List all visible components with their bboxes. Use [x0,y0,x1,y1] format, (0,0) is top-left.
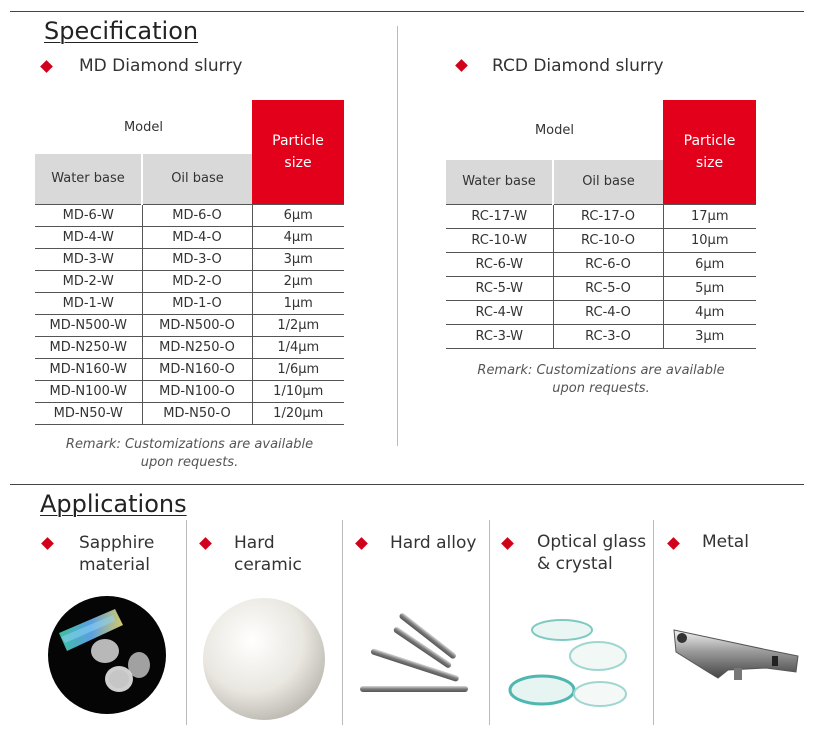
app-label-sapphire: Sapphire material [79,533,155,575]
md-cell-size: 2μm [252,270,344,292]
rcd-cell-size: 10μm [663,228,756,252]
md-cell-oil: MD-2-O [142,270,252,292]
md-cell-oil: MD-N500-O [142,314,252,336]
md-remark-line1: Remark: Customizations are available [65,437,314,452]
md-table-body [35,204,344,424]
rcd-oil-base-header: Oil base [553,160,663,204]
md-spec-table [35,100,344,425]
applications-heading: Applications [40,490,187,518]
rcd-table-body [446,204,756,348]
md-cell-water: MD-N500-W [35,314,142,336]
rcd-cell-water: RC-4-W [446,300,553,324]
md-table-row [35,248,344,270]
rcd-spec-table [446,100,756,349]
diamond-bullet-icon [355,537,368,550]
md-cell-size: 6μm [252,204,344,226]
md-cell-oil: MD-N50-O [142,402,252,424]
rcd-cell-oil: RC-17-O [553,204,663,228]
diamond-bullet-icon [667,537,680,550]
md-table-row [35,358,344,380]
rcd-cell-oil: RC-4-O [553,300,663,324]
specification-heading: Specification [44,17,199,45]
md-cell-size: 3μm [252,248,344,270]
rcd-cell-size: 4μm [663,300,756,324]
md-cell-water: MD-4-W [35,226,142,248]
md-cell-water: MD-1-W [35,292,142,314]
app-divider [342,520,343,725]
rcd-cell-oil: RC-10-O [553,228,663,252]
md-particle-size-header: Particle size [252,100,344,204]
rcd-remark-line1: Remark: Customizations are available [477,363,725,378]
rcd-cell-size: 6μm [663,252,756,276]
md-table-row [35,380,344,402]
app-label-optical-glass: Optical glass & crystal [537,532,647,574]
md-table-row [35,292,344,314]
app-divider [489,520,490,725]
rcd-cell-oil: RC-5-O [553,276,663,300]
diamond-bullet-icon [41,537,54,550]
md-table-row [35,314,344,336]
md-cell-size: 1/20μm [252,402,344,424]
rcd-table-row [446,324,756,348]
md-water-base-header: Water base [35,154,142,204]
ceramic-ball-image [202,597,326,721]
sapphire-image [47,595,167,715]
rcd-particle-size-header: Particle size [663,100,756,204]
rcd-cell-size: 3μm [663,324,756,348]
rcd-remark-line2: upon requests. [552,381,650,396]
diamond-bullet-icon [455,59,468,72]
applications-rule [10,484,804,485]
rcd-table-row [446,228,756,252]
rcd-cell-water: RC-5-W [446,276,553,300]
top-rule [10,11,804,12]
md-table-row [35,402,344,424]
md-cell-water: MD-N100-W [35,380,142,402]
rcd-model-header: Model [446,100,663,160]
md-cell-water: MD-N50-W [35,402,142,424]
rcd-cell-size: 17μm [663,204,756,228]
md-title: MD Diamond slurry [79,56,243,76]
rcd-cell-oil: RC-3-O [553,324,663,348]
hard-alloy-rods-image [352,608,474,708]
diamond-bullet-icon [199,537,212,550]
rcd-table-row [446,300,756,324]
optical-glass-image [506,612,636,712]
md-cell-size: 1/2μm [252,314,344,336]
md-cell-size: 1/10μm [252,380,344,402]
md-cell-oil: MD-3-O [142,248,252,270]
md-cell-size: 1/4μm [252,336,344,358]
rcd-cell-oil: RC-6-O [553,252,663,276]
rcd-table-row [446,252,756,276]
app-label-ceramic: Hard ceramic [234,533,302,575]
md-table-row [35,204,344,226]
md-model-header: Model [35,100,252,154]
md-remark-line2: upon requests. [140,455,239,470]
md-cell-oil: MD-N160-O [142,358,252,380]
app-divider [186,520,187,725]
spec-column-divider [397,26,398,446]
md-cell-oil: MD-4-O [142,226,252,248]
md-cell-size: 1μm [252,292,344,314]
rcd-cell-water: RC-6-W [446,252,553,276]
rcd-table-row [446,276,756,300]
md-cell-water: MD-6-W [35,204,142,226]
rcd-cell-water: RC-17-W [446,204,553,228]
md-cell-water: MD-N160-W [35,358,142,380]
md-table-row [35,270,344,292]
app-label-metal: Metal [702,532,749,552]
rcd-remark [446,362,756,398]
md-cell-water: MD-3-W [35,248,142,270]
rcd-cell-water: RC-10-W [446,228,553,252]
diamond-bullet-icon [40,60,53,73]
md-cell-oil: MD-N100-O [142,380,252,402]
md-cell-oil: MD-6-O [142,204,252,226]
md-table-row [35,226,344,248]
md-cell-size: 4μm [252,226,344,248]
md-oil-base-header: Oil base [142,154,252,204]
md-remark [35,436,344,472]
md-table-row [35,336,344,358]
md-cell-size: 1/6μm [252,358,344,380]
md-cell-water: MD-N250-W [35,336,142,358]
app-divider [653,520,654,725]
metal-part-image [668,612,804,692]
app-label-hard-alloy: Hard alloy [390,533,477,553]
rcd-table-row [446,204,756,228]
rcd-cell-water: RC-3-W [446,324,553,348]
md-cell-water: MD-2-W [35,270,142,292]
diamond-bullet-icon [501,537,514,550]
rcd-water-base-header: Water base [446,160,553,204]
rcd-title: RCD Diamond slurry [492,56,664,76]
md-cell-oil: MD-N250-O [142,336,252,358]
md-cell-oil: MD-1-O [142,292,252,314]
rcd-cell-size: 5μm [663,276,756,300]
